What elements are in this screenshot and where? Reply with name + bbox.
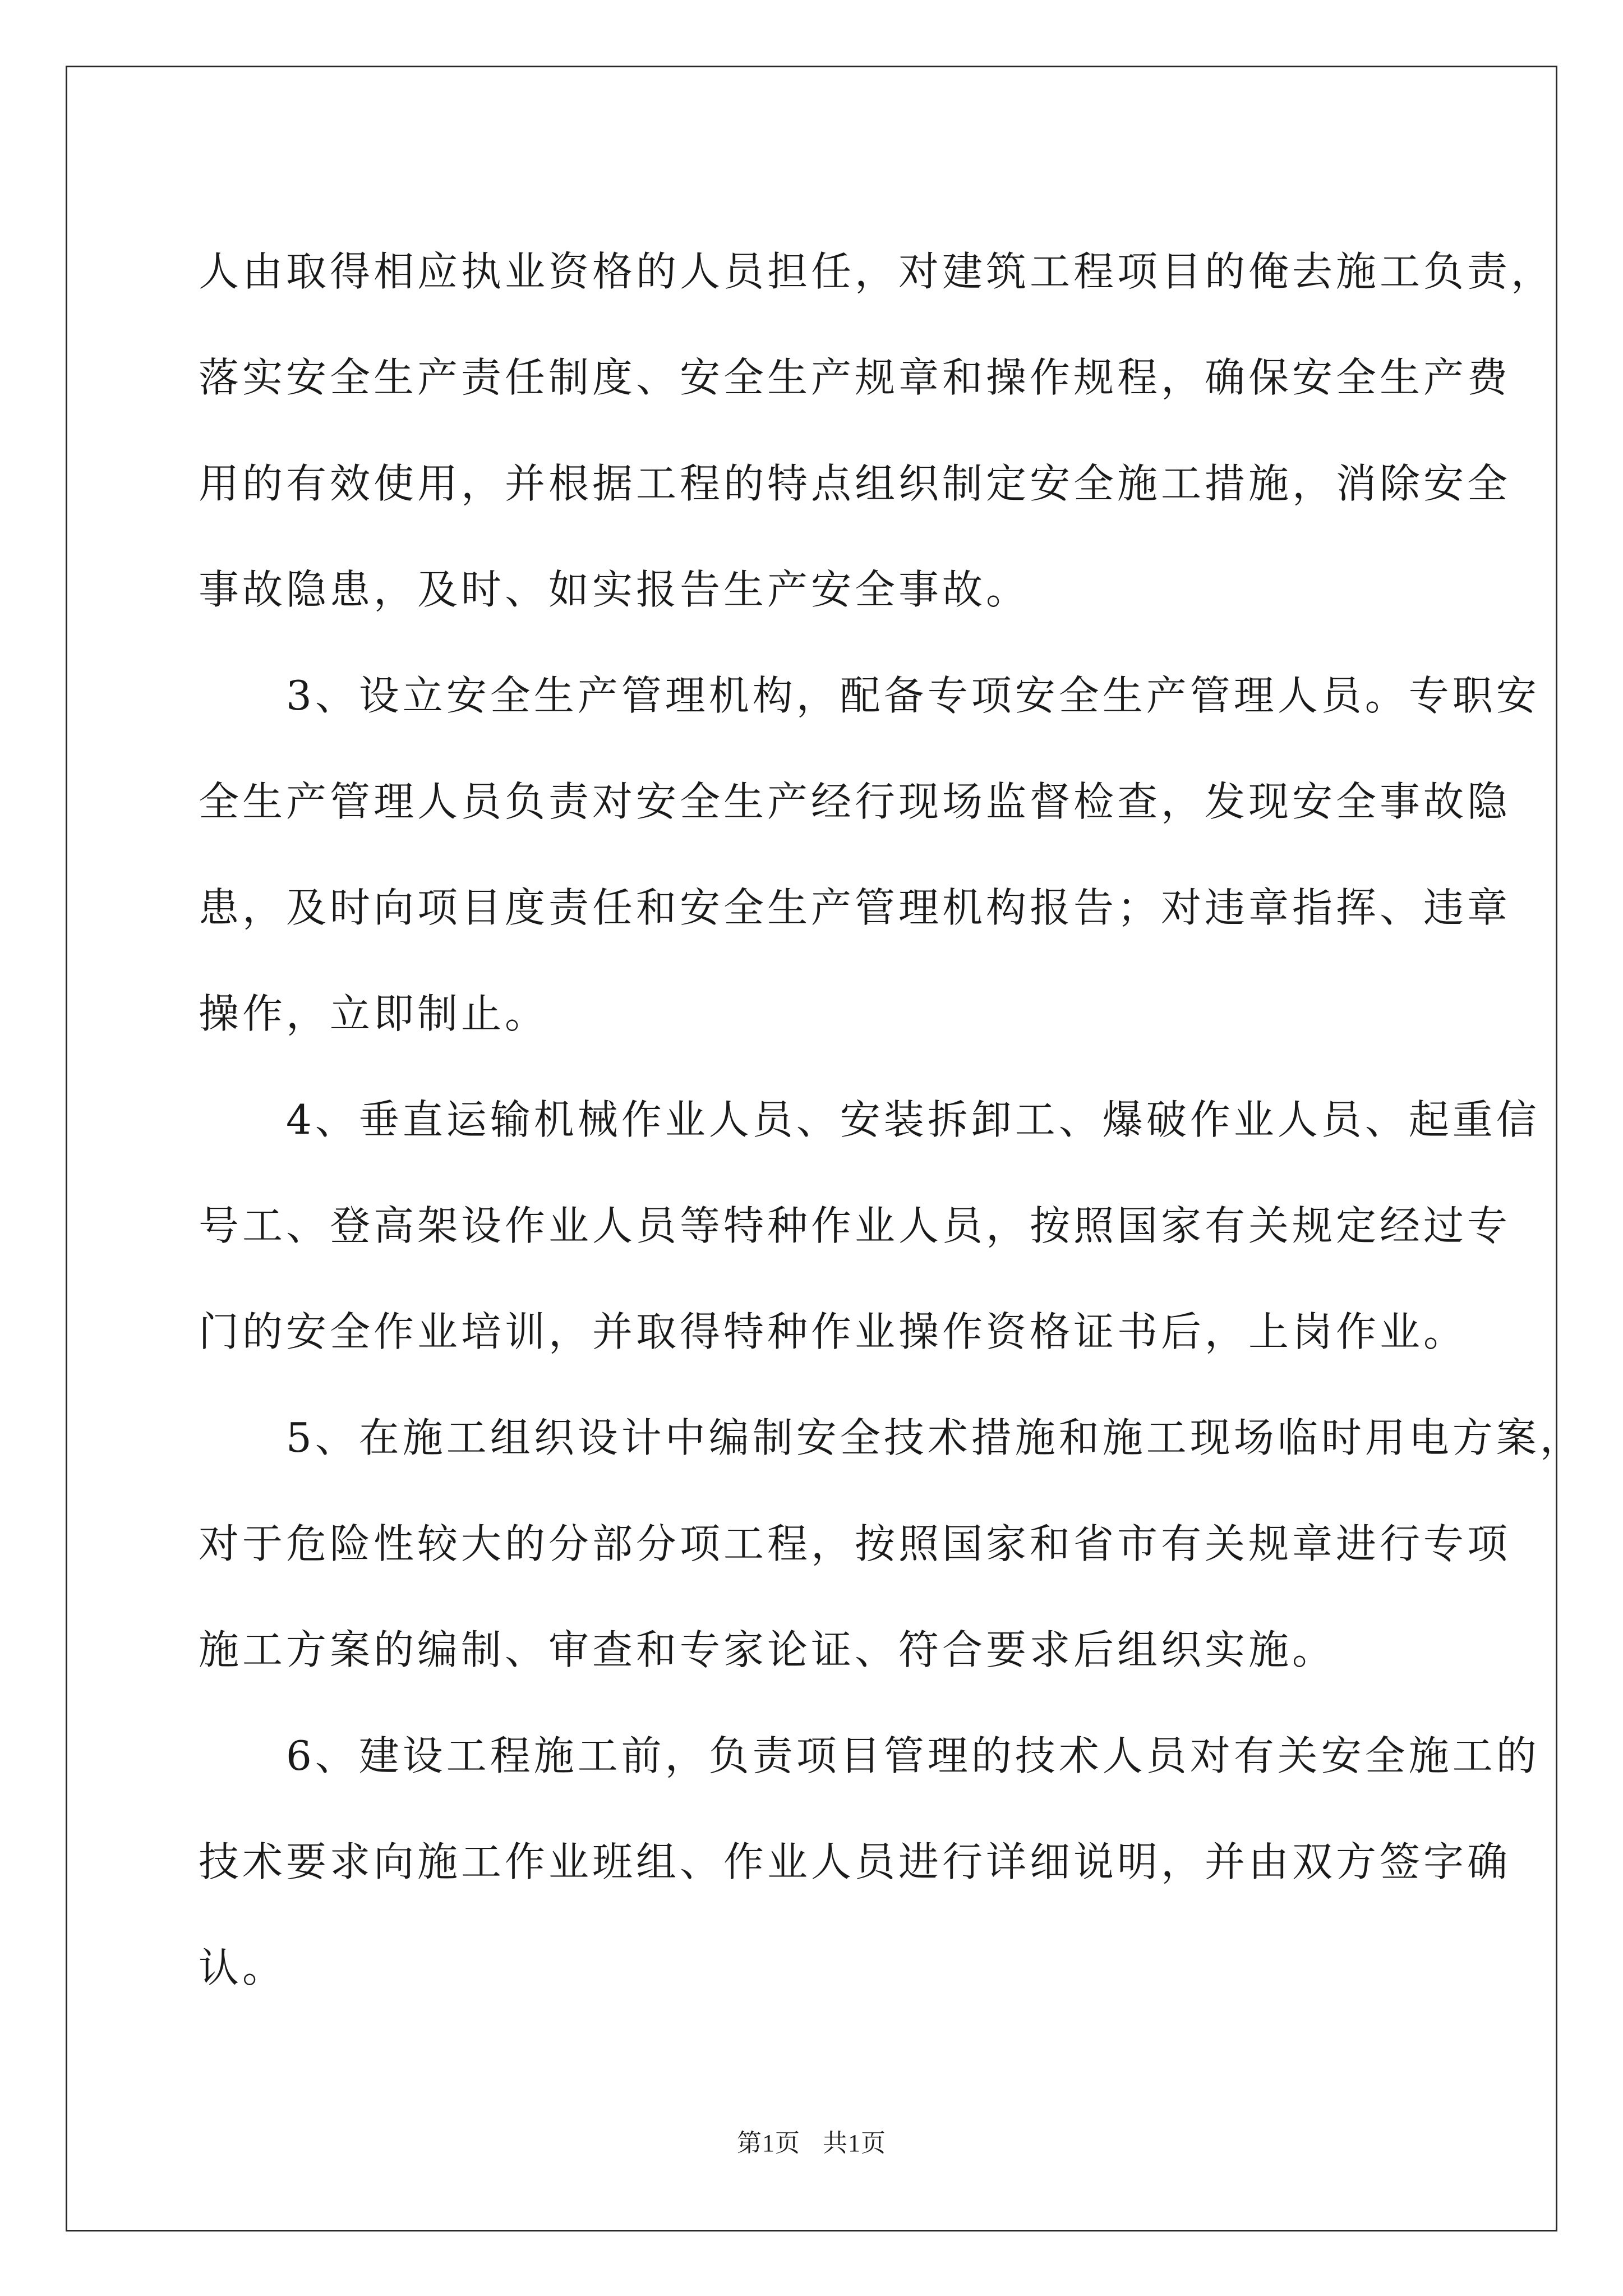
text-line: 落实安全生产责任制度、安全生产规章和操作规程，确保安全生产费: [199, 354, 1511, 401]
page-footer: [0, 2123, 1623, 2159]
paragraph-item-6: [199, 1703, 1540, 2021]
text-line: 事故隐患，及时、如实报告生产安全事故。: [199, 566, 1030, 613]
text-line: 门的安全作业培训，并取得特种作业操作资格证书后，上岗作业。: [199, 1308, 1468, 1355]
paragraph-continued: [199, 219, 1555, 643]
text-line: 患，及时向项目度责任和安全生产管理机构报告；对违章指挥、违章: [199, 884, 1511, 931]
document-body: [199, 219, 1584, 2021]
text-line: 4、垂直运输机械作业人员、安装拆卸工、爆破作业人员、起重信: [286, 1096, 1540, 1143]
text-line: 号工、登高架设作业人员等特种作业人员，按照国家有关规定经过专: [199, 1202, 1511, 1249]
text-line: 3、设立安全生产管理机构，配备专项安全生产管理人员。专职安: [286, 672, 1540, 719]
text-line: 5、在施工组织设计中编制安全技术措施和施工现场临时用电方案，: [286, 1414, 1584, 1461]
paragraph-item-4: [199, 1067, 1540, 1385]
text-line: 全生产管理人员负责对安全生产经行现场监督检查，发现安全事故隐: [199, 778, 1511, 825]
text-line: 用的有效使用，并根据工程的特点组织制定安全施工措施，消除安全: [199, 460, 1511, 507]
text-line: 施工方案的编制、审查和专家论证、符合要求后组织实施。: [199, 1626, 1336, 1673]
page-total: 共1页: [823, 2129, 886, 2157]
text-line: 对于危险性较大的分部分项工程，按照国家和省市有关规章进行专项: [199, 1520, 1511, 1567]
text-line: 人由取得相应执业资格的人员担任，对建筑工程项目的俺去施工负责，: [199, 248, 1555, 295]
text-line: 6、建设工程施工前，负责项目管理的技术人员对有关安全施工的: [286, 1732, 1540, 1779]
page-number: 第1页: [737, 2129, 800, 2157]
text-line: 操作，立即制止。: [199, 990, 549, 1037]
text-line: 认。: [199, 1944, 287, 1991]
text-line: 技术要求向施工作业班组、作业人员进行详细说明，并由双方签字确: [199, 1838, 1511, 1885]
paragraph-item-3: [199, 643, 1540, 1067]
paragraph-item-5: [199, 1385, 1584, 1703]
